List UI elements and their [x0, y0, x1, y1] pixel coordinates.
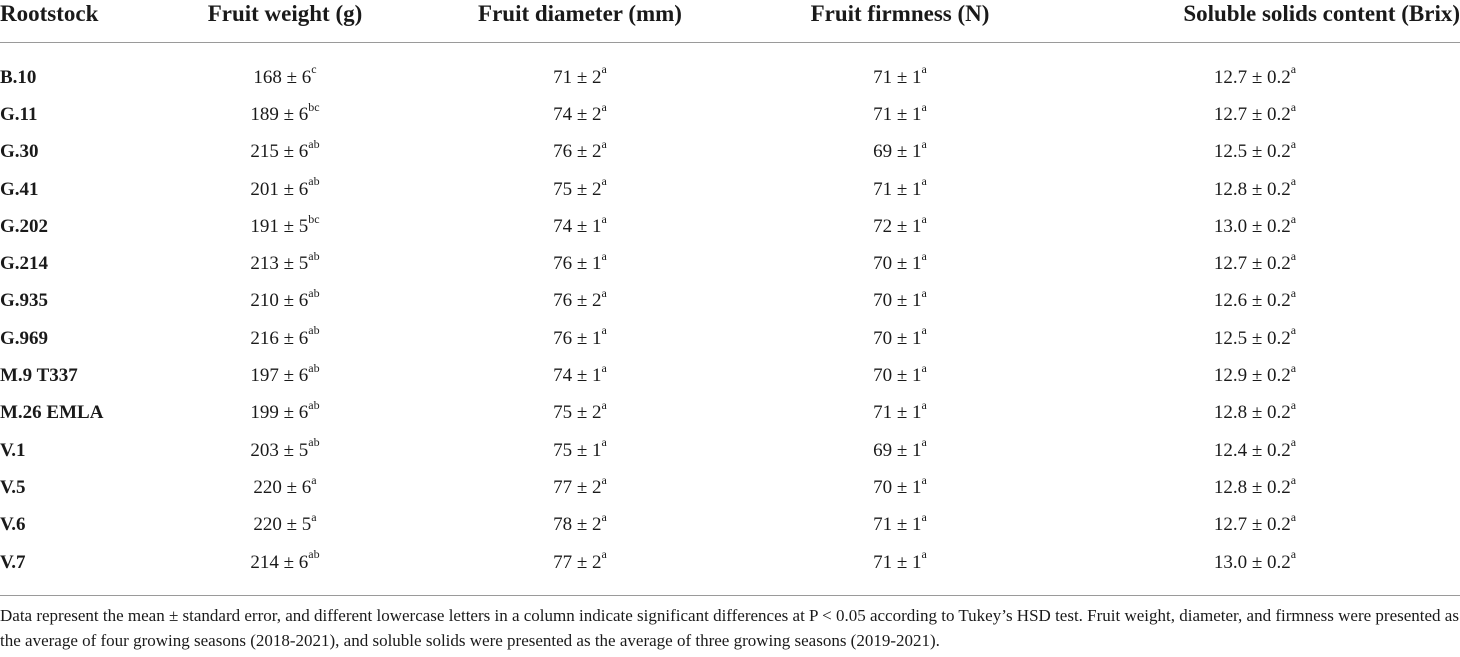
cell-fruit-firmness — [750, 432, 1050, 469]
significance-letter: a — [921, 435, 927, 450]
cell-value: 71 ± 1 — [873, 66, 922, 88]
cell-value: 203 ± 5 — [250, 439, 309, 461]
significance-letter: ab — [308, 360, 320, 375]
cell-rootstock: M.9 T337 — [0, 365, 78, 387]
cell-fruit-firmness — [750, 171, 1050, 208]
significance-letter: a — [921, 472, 927, 487]
table-footnote: Data represent the mean ± standard error, and different lowercase letters in a column indicate significant differences at P < 0.05 according to Tukey’s HSD test. Fruit weight, diameter, and firmness were presented as the average of four growing seasons (2018-2021), and soluble solids were presented as the average of three growing seasons (2019-2021). — [0, 595, 1460, 653]
cell-value: 12.7 ± 0.2 — [1213, 514, 1291, 536]
significance-letter: a — [921, 547, 927, 562]
cell-fruit-diameter — [410, 507, 750, 544]
cell-soluble-solids — [1050, 134, 1460, 171]
cell-fruit-firmness — [750, 245, 1050, 282]
cell-fruit-weight — [160, 507, 410, 544]
cell-value: 12.4 ± 0.2 — [1213, 439, 1291, 461]
table-row — [0, 357, 1460, 394]
cell-fruit-weight — [160, 469, 410, 506]
cell-soluble-solids — [1050, 208, 1460, 245]
significance-letter: a — [1290, 323, 1297, 338]
cell-value: 201 ± 6 — [250, 178, 309, 200]
cell-fruit-diameter — [410, 245, 750, 282]
cell-value: 74 ± 2 — [553, 103, 602, 125]
significance-letter: a — [1290, 397, 1297, 412]
cell-rootstock: M.26 EMLA — [0, 402, 104, 424]
significance-letter: a — [1290, 99, 1297, 114]
cell-fruit-firmness — [750, 469, 1050, 506]
significance-letter: ab — [308, 323, 320, 338]
significance-letter: c — [311, 62, 317, 77]
cell-soluble-solids — [1050, 283, 1460, 320]
cell-soluble-solids — [1050, 469, 1460, 506]
cell-fruit-diameter — [410, 432, 750, 469]
cell-value: 12.8 ± 0.2 — [1213, 476, 1291, 498]
significance-letter: a — [1290, 211, 1297, 226]
cell-value: 72 ± 1 — [873, 215, 922, 237]
cell-fruit-weight — [160, 432, 410, 469]
cell-fruit-weight — [160, 134, 410, 171]
cell-rootstock: G.41 — [0, 178, 39, 200]
header-fruit-weight: Fruit weight (g) — [160, 0, 410, 43]
header-fruit-diameter: Fruit diameter (mm) — [410, 0, 750, 43]
cell-rootstock: V.5 — [0, 476, 26, 498]
cell-soluble-solids — [1050, 507, 1460, 544]
significance-letter: a — [1290, 509, 1297, 524]
significance-letter: a — [921, 99, 927, 114]
significance-letter: a — [601, 472, 607, 487]
cell-value: 12.5 ± 0.2 — [1213, 327, 1291, 349]
table-row — [0, 320, 1460, 357]
significance-letter: a — [601, 509, 607, 524]
cell-value: 189 ± 6 — [250, 103, 309, 125]
cell-rootstock: G.969 — [0, 327, 49, 349]
cell-value: 197 ± 6 — [250, 365, 309, 387]
cell-value: 12.8 ± 0.2 — [1213, 178, 1291, 200]
cell-fruit-diameter — [410, 283, 750, 320]
header-spacer — [0, 43, 1460, 60]
cell-value: 76 ± 1 — [553, 253, 602, 275]
table-row — [0, 96, 1460, 133]
significance-letter: a — [601, 99, 607, 114]
cell-fruit-diameter — [410, 171, 750, 208]
cell-value: 77 ± 2 — [553, 476, 602, 498]
cell-soluble-solids — [1050, 395, 1460, 432]
header-row — [0, 0, 1460, 43]
cell-rootstock: G.11 — [0, 103, 38, 125]
cell-value: 220 ± 6 — [253, 476, 312, 498]
cell-rootstock: B.10 — [0, 66, 37, 88]
cell-fruit-weight — [160, 245, 410, 282]
table-row — [0, 283, 1460, 320]
cell-value: 71 ± 2 — [553, 66, 602, 88]
cell-value: 13.0 ± 0.2 — [1213, 551, 1291, 573]
cell-value: 70 ± 1 — [873, 290, 922, 312]
cell-rootstock: G.30 — [0, 141, 39, 163]
cell-fruit-firmness — [750, 59, 1050, 96]
cell-value: 76 ± 1 — [553, 327, 602, 349]
cell-value: 75 ± 1 — [553, 439, 602, 461]
cell-soluble-solids — [1050, 357, 1460, 394]
significance-letter: a — [921, 397, 927, 412]
significance-letter: a — [1290, 547, 1297, 562]
cell-soluble-solids — [1050, 432, 1460, 469]
cell-value: 214 ± 6 — [250, 551, 309, 573]
cell-value: 71 ± 1 — [873, 514, 922, 536]
significance-letter: a — [1290, 286, 1297, 301]
significance-letter: a — [921, 248, 927, 263]
significance-letter: a — [1290, 248, 1297, 263]
cell-value: 220 ± 5 — [253, 514, 312, 536]
significance-letter: a — [601, 547, 607, 562]
cell-fruit-firmness — [750, 283, 1050, 320]
cell-fruit-diameter — [410, 544, 750, 593]
cell-value: 12.6 ± 0.2 — [1213, 290, 1291, 312]
table-row — [0, 208, 1460, 245]
cell-value: 70 ± 1 — [873, 327, 922, 349]
cell-fruit-weight — [160, 395, 410, 432]
cell-rootstock: V.7 — [0, 551, 26, 573]
cell-fruit-diameter — [410, 469, 750, 506]
table-row — [0, 395, 1460, 432]
cell-value: 12.7 ± 0.2 — [1213, 66, 1291, 88]
cell-fruit-firmness — [750, 134, 1050, 171]
significance-letter: a — [601, 397, 607, 412]
significance-letter: a — [1290, 435, 1297, 450]
cell-value: 215 ± 6 — [250, 141, 309, 163]
cell-fruit-weight — [160, 208, 410, 245]
cell-fruit-weight — [160, 59, 410, 96]
cell-soluble-solids — [1050, 320, 1460, 357]
cell-soluble-solids — [1050, 59, 1460, 96]
table-row — [0, 59, 1460, 96]
table-row — [0, 507, 1460, 544]
table-row — [0, 544, 1460, 593]
cell-soluble-solids — [1050, 96, 1460, 133]
cell-fruit-firmness — [750, 395, 1050, 432]
significance-letter: a — [1290, 472, 1297, 487]
cell-value: 168 ± 6 — [253, 66, 312, 88]
cell-value: 12.8 ± 0.2 — [1213, 402, 1291, 424]
significance-letter: ab — [308, 547, 320, 562]
significance-letter: ab — [308, 174, 320, 189]
cell-value: 69 ± 1 — [873, 439, 922, 461]
cell-value: 71 ± 1 — [873, 178, 922, 200]
cell-fruit-weight — [160, 320, 410, 357]
cell-fruit-firmness — [750, 320, 1050, 357]
cell-rootstock: G.202 — [0, 215, 49, 237]
cell-value: 70 ± 1 — [873, 253, 922, 275]
significance-letter: bc — [308, 211, 320, 226]
significance-letter: a — [921, 174, 927, 189]
header-rootstock: Rootstock — [0, 0, 160, 43]
table-row — [0, 171, 1460, 208]
significance-letter: a — [1290, 174, 1297, 189]
cell-value: 77 ± 2 — [553, 551, 602, 573]
cell-value: 71 ± 1 — [873, 402, 922, 424]
table-row — [0, 432, 1460, 469]
significance-letter: a — [601, 248, 607, 263]
cell-fruit-diameter — [410, 96, 750, 133]
significance-letter: a — [921, 62, 927, 77]
cell-value: 69 ± 1 — [873, 141, 922, 163]
significance-letter: ab — [308, 248, 320, 263]
cell-value: 75 ± 2 — [553, 178, 602, 200]
cell-value: 191 ± 5 — [250, 215, 309, 237]
significance-letter: a — [1290, 62, 1297, 77]
cell-fruit-firmness — [750, 208, 1050, 245]
cell-value: 216 ± 6 — [250, 327, 309, 349]
cell-rootstock: V.6 — [0, 514, 26, 536]
significance-letter: ab — [308, 136, 320, 151]
cell-soluble-solids — [1050, 171, 1460, 208]
cell-value: 74 ± 1 — [553, 365, 602, 387]
cell-fruit-diameter — [410, 395, 750, 432]
cell-fruit-diameter — [410, 208, 750, 245]
table-row — [0, 134, 1460, 171]
table-header — [0, 0, 1460, 43]
significance-letter: a — [601, 136, 607, 151]
significance-letter: ab — [308, 286, 320, 301]
cell-value: 199 ± 6 — [250, 402, 309, 424]
significance-letter: a — [601, 323, 607, 338]
cell-value: 12.7 ± 0.2 — [1213, 253, 1291, 275]
significance-letter: a — [921, 136, 927, 151]
cell-rootstock: G.214 — [0, 253, 49, 275]
cell-value: 12.7 ± 0.2 — [1213, 103, 1291, 125]
cell-value: 71 ± 1 — [873, 103, 922, 125]
cell-fruit-diameter — [410, 320, 750, 357]
significance-letter: a — [601, 211, 607, 226]
table-row — [0, 469, 1460, 506]
cell-fruit-diameter — [410, 59, 750, 96]
cell-fruit-weight — [160, 171, 410, 208]
cell-fruit-firmness — [750, 357, 1050, 394]
significance-letter: a — [601, 174, 607, 189]
significance-letter: a — [601, 435, 607, 450]
significance-letter: a — [921, 323, 927, 338]
significance-letter: bc — [308, 99, 320, 114]
cell-value: 13.0 ± 0.2 — [1213, 215, 1291, 237]
cell-fruit-weight — [160, 544, 410, 593]
cell-value: 213 ± 5 — [250, 253, 309, 275]
significance-letter: a — [921, 509, 927, 524]
significance-letter: ab — [308, 435, 320, 450]
cell-soluble-solids — [1050, 544, 1460, 593]
cell-value: 12.5 ± 0.2 — [1213, 141, 1291, 163]
cell-rootstock: V.1 — [0, 439, 26, 461]
cell-fruit-diameter — [410, 134, 750, 171]
significance-letter: a — [921, 286, 927, 301]
significance-letter: a — [311, 509, 317, 524]
table-row — [0, 245, 1460, 282]
cell-value: 76 ± 2 — [553, 141, 602, 163]
table-body — [0, 43, 1460, 594]
significance-letter: a — [601, 62, 607, 77]
significance-letter: a — [921, 211, 927, 226]
cell-value: 78 ± 2 — [553, 514, 602, 536]
cell-value: 76 ± 2 — [553, 290, 602, 312]
cell-value: 75 ± 2 — [553, 402, 602, 424]
cell-value: 70 ± 1 — [873, 476, 922, 498]
significance-letter: ab — [308, 397, 320, 412]
cell-fruit-firmness — [750, 507, 1050, 544]
header-fruit-firmness: Fruit firmness (N) — [750, 0, 1050, 43]
cell-value: 12.9 ± 0.2 — [1213, 365, 1291, 387]
significance-letter: a — [601, 360, 607, 375]
cell-fruit-weight — [160, 357, 410, 394]
cell-fruit-weight — [160, 283, 410, 320]
significance-letter: a — [921, 360, 927, 375]
cell-soluble-solids — [1050, 245, 1460, 282]
cell-value: 74 ± 1 — [553, 215, 602, 237]
cell-value: 210 ± 6 — [250, 290, 309, 312]
cell-fruit-diameter — [410, 357, 750, 394]
significance-letter: a — [601, 286, 607, 301]
significance-letter: a — [1290, 360, 1297, 375]
cell-rootstock: G.935 — [0, 290, 49, 312]
significance-letter: a — [1290, 136, 1297, 151]
cell-value: 70 ± 1 — [873, 365, 922, 387]
cell-fruit-weight — [160, 96, 410, 133]
cell-fruit-firmness — [750, 544, 1050, 593]
cell-value: 71 ± 1 — [873, 551, 922, 573]
significance-letter: a — [311, 472, 317, 487]
header-soluble-solids: Soluble solids content (Brix) — [1050, 0, 1460, 43]
cell-fruit-firmness — [750, 96, 1050, 133]
